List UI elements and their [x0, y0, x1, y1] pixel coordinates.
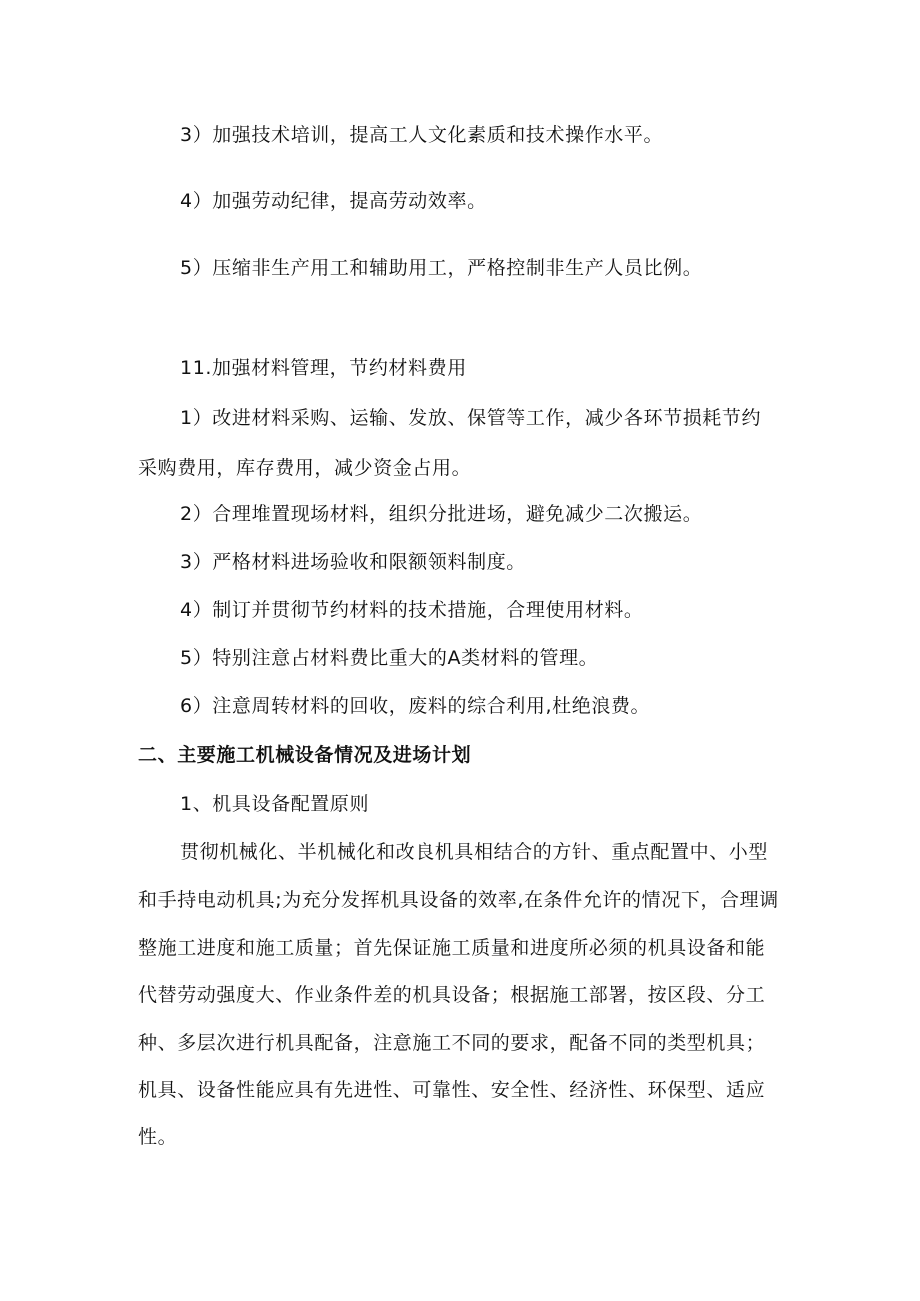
section-2-subheading: 1、机具设备配置原则	[180, 793, 370, 815]
paragraph-line-6: 机具、设备性能应具有先进性、可靠性、安全性、经济性、环保型、适应	[138, 1079, 766, 1101]
material-item-1-line2: 采购费用，库存费用，减少资金占用。	[138, 457, 472, 479]
list-item-3: 3）加强技术培训，提高工人文化素质和技术操作水平。	[180, 124, 664, 146]
material-item-3: 3）严格材料进场验收和限额领料制度。	[180, 551, 526, 573]
material-item-1-line1: 1）改进材料采购、运输、发放、保管等工作，减少各环节损耗节约	[180, 407, 762, 429]
paragraph-line-2: 和手持电动机具;为充分发挥机具设备的效率,在条件允许的情况下，合理调	[138, 889, 779, 911]
section-2-heading: 二、主要施工机械设备情况及进场计划	[138, 744, 472, 766]
material-item-5: 5）特别注意占材料费比重大的A类材料的管理。	[180, 647, 599, 669]
material-item-6: 6）注意周转材料的回收，废料的综合利用,杜绝浪费。	[180, 695, 651, 717]
paragraph-line-5: 种、多层次进行机具配备，注意施工不同的要求，配备不同的类型机具；	[138, 1032, 766, 1054]
material-item-2: 2）合理堆置现场材料，组织分批进场，避免减少二次搬运。	[180, 503, 703, 525]
paragraph-line-3: 整施工进度和施工质量；首先保证施工质量和进度所必须的机具设备和能	[138, 937, 766, 959]
section-11-title: 11.加强材料管理，节约材料费用	[180, 357, 467, 379]
material-item-4: 4）制订并贯彻节约材料的技术措施，合理使用材料。	[180, 599, 644, 621]
paragraph-line-1: 贯彻机械化、半机械化和改良机具相结合的方针、重点配置中、小型	[180, 841, 769, 863]
paragraph-line-7: 性。	[138, 1126, 178, 1148]
paragraph-line-4: 代替劳动强度大、作业条件差的机具设备；根据施工部署，按区段、分工	[138, 984, 766, 1006]
list-item-5: 5）压缩非生产用工和辅助用工，严格控制非生产人员比例。	[180, 257, 703, 279]
list-item-4: 4）加强劳动纪律，提高劳动效率。	[180, 190, 487, 212]
